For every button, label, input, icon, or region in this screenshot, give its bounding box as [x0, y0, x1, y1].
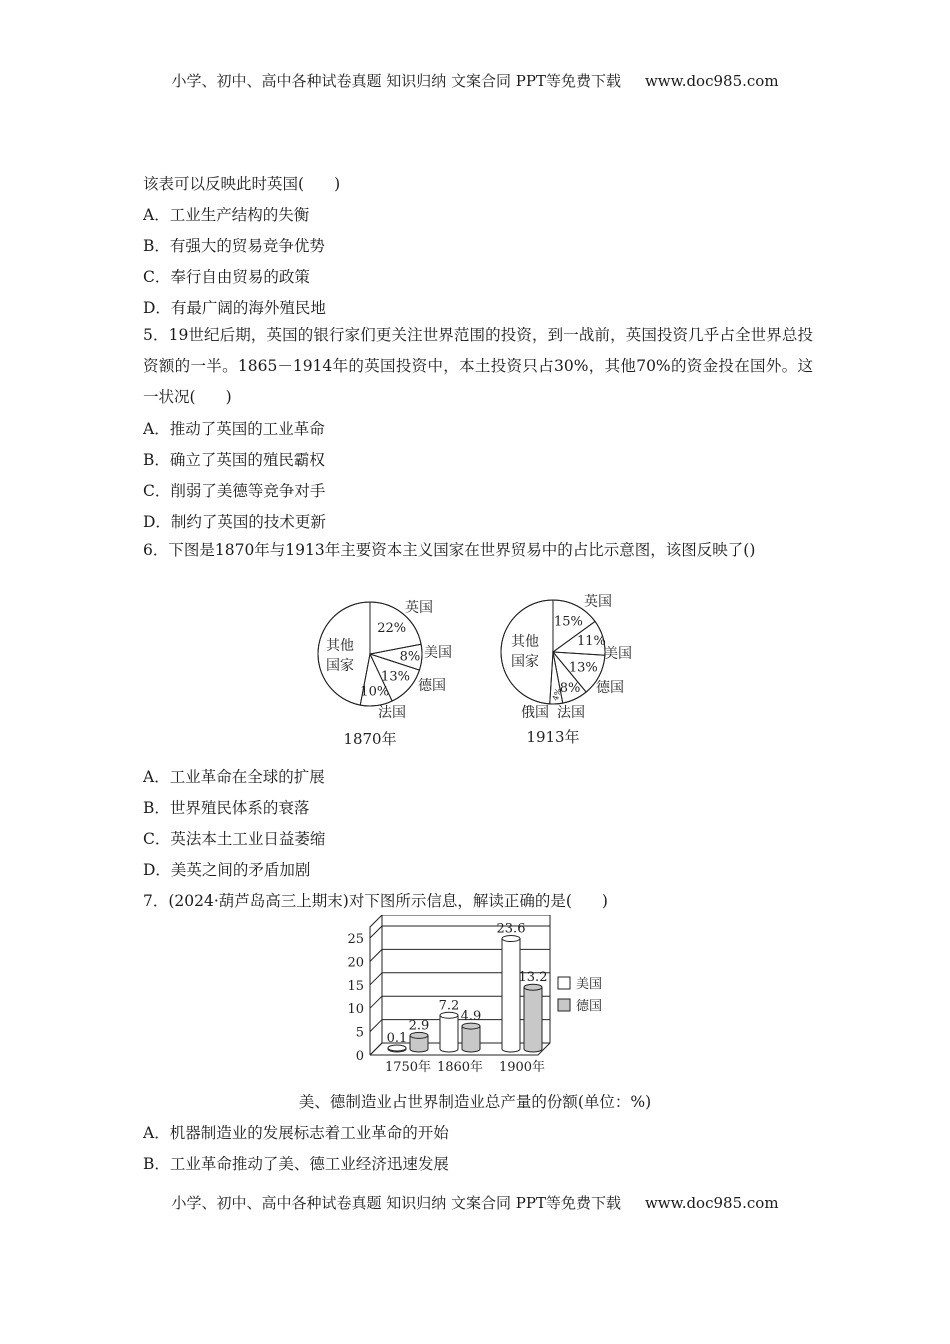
x-tick-label: 1900年: [498, 1060, 546, 1075]
legend-label: 美国: [576, 977, 603, 992]
bar-德国: [462, 1026, 480, 1052]
pie-title: 1913年: [526, 728, 580, 746]
y-tick-label: 10: [347, 1002, 364, 1018]
q5-option-a: A．推动了英国的工业革命: [143, 420, 325, 438]
pie-value-label: 13%: [381, 669, 410, 685]
pie-category-label: 英国: [584, 594, 612, 610]
gridline-diagonal: [370, 949, 382, 961]
x-tick-label: 1860年: [436, 1060, 484, 1075]
y-tick-label: 20: [347, 955, 364, 971]
q5-option-c: C．削弱了美德等竞争对手: [143, 482, 326, 500]
q7-stem: 7．(2024·葫芦岛高三上期末)对下图所示信息，解读正确的是( ): [143, 892, 608, 910]
q6-option-c: C．英法本土工业日益萎缩: [143, 830, 326, 848]
q4-option-b: B．有强大的贸易竞争优势: [143, 237, 325, 255]
pie-category-label: 其他: [326, 638, 354, 654]
q4-option-c: C．奉行自由贸易的政策: [143, 268, 310, 286]
y-tick-label: 5: [355, 1025, 364, 1041]
bar-value-label: 13.2: [518, 970, 548, 986]
pie-category-label: 德国: [596, 680, 624, 696]
pie-charts: [300, 592, 660, 757]
page-header: [0, 70, 950, 91]
pie-title: 1870年: [343, 730, 397, 748]
legend-label: 德国: [576, 999, 603, 1014]
bar-chart-title: 美、德制造业占世界制造业总产量的份额(单位：%): [298, 1093, 652, 1111]
pie-category-label: 英国: [405, 600, 433, 616]
pie-category-label: 美国: [424, 645, 452, 661]
bar-value-label: 2.9: [408, 1018, 430, 1034]
pie-value-label: 15%: [553, 614, 583, 630]
pie-category-label: 法国: [378, 705, 406, 721]
bar-value-label: 7.2: [438, 998, 460, 1014]
q4-option-a: A．工业生产结构的失衡: [143, 206, 310, 224]
page-footer: [0, 1192, 950, 1213]
pie-value-label: 11%: [576, 633, 606, 649]
q4-option-d: D．有最广阔的海外殖民地: [143, 299, 326, 317]
pie-category-label: 法国: [557, 705, 585, 721]
bar-chart-body: [347, 915, 602, 1075]
gridline-diagonal: [370, 1043, 382, 1055]
bar-value-label: 0.1: [386, 1031, 408, 1046]
pie-value-label: 13%: [568, 660, 598, 676]
gridline-diagonal: [370, 926, 382, 938]
q7-option-a: A．机器制造业的发展标志着工业革命的开始: [143, 1124, 449, 1142]
legend-swatch-美国: [558, 977, 570, 989]
q6-option-d: D．美英之间的矛盾加剧: [143, 861, 311, 879]
bar-美国: [502, 939, 520, 1052]
pie-chart-1913: [501, 594, 632, 746]
header-text: 小学、初中、高中各种试卷真题 知识归纳 文案合同 PPT等免费下载: [171, 72, 621, 90]
pie-category-label: 俄国: [521, 705, 549, 721]
q5-stem: 5．19世纪后期，英国的银行家们更关注世界范围的投资，到一战前，英国投资几乎占全世界总投资额的一半。1865－1914年的英国投资中，本土投资只占30%，其他70%的资金投在国外。这一状况( ): [143, 326, 813, 406]
bar-美国: [440, 1015, 458, 1052]
pie-chart-1870: [318, 600, 452, 748]
pie-category-label: 德国: [418, 678, 446, 694]
y-tick-label: 0: [355, 1049, 364, 1064]
y-tick-label: 25: [347, 932, 364, 947]
gridline-diagonal: [370, 996, 382, 1008]
pie-category-label: 国家: [511, 654, 539, 670]
footer-text: 小学、初中、高中各种试卷真题 知识归纳 文案合同 PPT等免费下载: [171, 1194, 621, 1212]
q6-option-a: A．工业革命在全球的扩展: [143, 768, 325, 786]
pie-category-label: 美国: [604, 646, 632, 662]
q5-option-b: B．确立了英国的殖民霸权: [143, 451, 325, 469]
pie-category-label: 其他: [511, 634, 539, 650]
pie-value-label: 4%: [550, 686, 564, 702]
pie-value-label: 8%: [559, 681, 581, 697]
bar-value-label: 4.9: [460, 1009, 482, 1025]
pie-value-label: 22%: [377, 620, 407, 636]
bar-德国: [524, 987, 542, 1052]
legend-swatch-德国: [558, 999, 570, 1011]
x-tick-label: 1750年: [384, 1060, 432, 1075]
footer-url: www.doc985.com: [644, 1194, 779, 1212]
pie-value-label: 8%: [399, 649, 421, 665]
bar-value-label: 23.6: [496, 921, 526, 937]
pie-category-label: 国家: [326, 658, 354, 674]
gridline-diagonal: [370, 973, 382, 985]
q5-option-d: D．制约了英国的技术更新: [143, 513, 326, 531]
bar-chart: [330, 915, 670, 1075]
pie-value-label: 10%: [360, 684, 390, 700]
q6-stem: 6．下图是1870年与1913年主要资本主义国家在世界贸易中的占比示意图，该图反映了(): [143, 541, 756, 559]
q6-option-b: B．世界殖民体系的衰落: [143, 799, 310, 817]
q7-option-b: B．工业革命推动了美、德工业经济迅速发展: [143, 1155, 449, 1173]
gridline-diagonal: [370, 1020, 382, 1032]
header-url: www.doc985.com: [644, 72, 779, 90]
y-tick-label: 15: [347, 978, 364, 994]
q4-stem: 该表可以反映此时英国( ): [143, 175, 341, 193]
